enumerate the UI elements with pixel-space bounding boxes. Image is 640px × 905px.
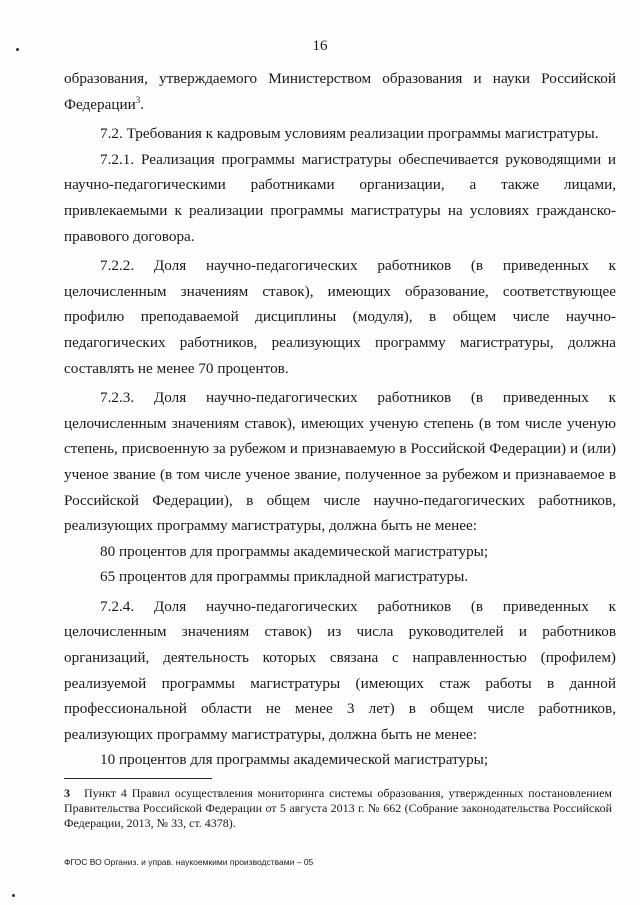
list-item-applied-65: 65 процентов для программы прикладной магистратуры. [100,568,469,586]
paragraph-tail: . [140,95,145,113]
footnote-text: Пункт 4 Правил осуществления мониторинга системы образования, утвержденных постановлением Правительства Российской Федерации от 5 августа 2013 г. № 662 (Собрание законодательства Российской Федерации, 2013, № 33, ст. 4378). [64,786,612,830]
footnote [64,786,612,831]
list-item-academic-10: 10 процентов для программы академической магистратуры; [100,751,489,769]
scan-speck [12,894,15,897]
paragraph-7-2-1: 7.2.1. Реализация программы магистратуры обеспечивается руководящими и научно-педагогическими работниками организации, а также лицами, привлекаемыми к реализации программы магистратуры на условиях гражданско-правового договора. [64,150,616,245]
section-heading-7-2: 7.2. Требования к кадровым условиям реализации программы магистратуры. [100,125,599,143]
paragraph-7-2-2: 7.2.2. Доля научно-педагогических работников (в приведенных к целочисленным значениям ставок), имеющих образование, соответствующее профилю преподаваемой дисциплины (модуля), в общем числе научно-педагогических работников, реализующих программу магистратуры, должна составлять не менее 70 процентов. [64,257,616,377]
paragraph-7-2-3: 7.2.3. Доля научно-педагогических работников (в приведенных к целочисленным значениям ставок), имеющих ученую степень (в том числе ученую степень, присвоенную за рубежом и признаваемую в Российской Федерации) и (или) ученое звание (в том числе ученое звание, полученное за рубежом и признаваемое в Российской Федерации), в общем числе научно-педагогических работников, реализующих программу магистратуры, должна быть не менее: [64,389,616,535]
footnote-reference: 3 [135,94,141,105]
body-text [64,66,616,773]
footnote-divider [64,778,212,779]
paragraph-continuation [64,66,616,117]
list-item-academic-80: 80 процентов для программы академической магистратуры; [100,542,489,560]
footnote-mark: 3 [64,786,70,800]
paragraph-7-2-4: 7.2.4. Доля научно-педагогических работников (в приведенных к целочисленным значениям ставок) из числа руководителей и работников организаций, деятельность которых связана с направленностью (профилем) реализуемой программы магистратуры (имеющих стаж работы в данной профессиональной области не менее 3 лет) в общем числе работников, реализующих программу магистратуры, должна быть не менее: [64,597,616,743]
page-number: 16 [312,38,328,54]
page-footer: ФГОС ВО Организ. и управ. наукоемкими производствами – 05 [64,857,314,867]
paragraph-text: образования, утверждаемого Министерством образования и науки Российской Федерации [64,70,616,113]
